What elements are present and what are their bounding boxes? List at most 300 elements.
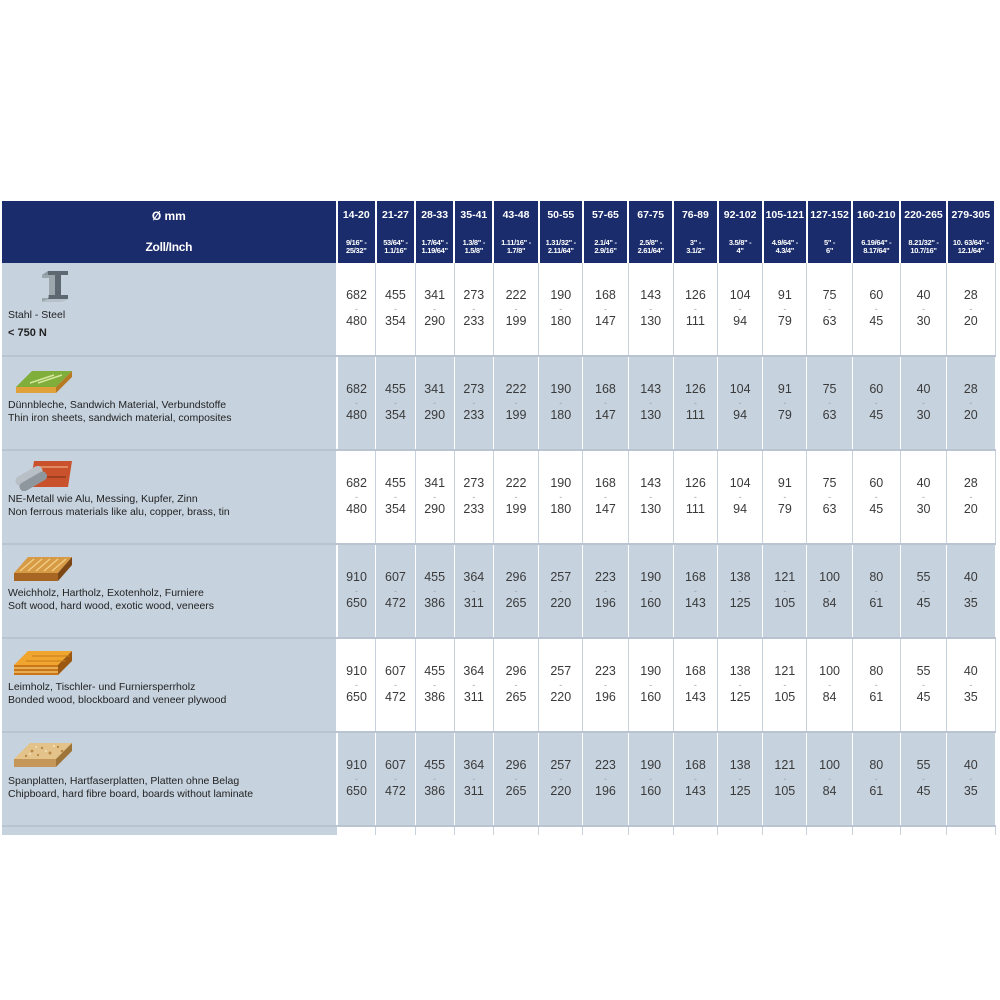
inch-range-end: 1.5/8" <box>464 247 484 255</box>
speed-min: 125 <box>729 596 751 610</box>
speed-value-cell <box>763 263 807 356</box>
speed-value-cell <box>493 544 538 638</box>
range-dash: - <box>355 774 359 784</box>
bandsaw-speed-table-wrapper <box>2 201 996 831</box>
range-dash: - <box>472 774 476 784</box>
speed-max: 138 <box>729 664 751 679</box>
speed-value-cell <box>493 638 538 732</box>
speed-min: 199 <box>505 408 527 422</box>
speed-value-cell <box>673 263 717 356</box>
speed-max: 223 <box>595 758 616 773</box>
range-dash: - <box>603 398 607 408</box>
material-cell <box>2 544 337 638</box>
table-row <box>2 263 995 356</box>
range-dash: - <box>969 774 973 784</box>
range-dash: - <box>783 492 787 502</box>
speed-value-cell <box>900 450 946 544</box>
speed-value-cell <box>628 263 673 356</box>
material-cell <box>2 263 337 356</box>
inch-range-end: 1.19/64" <box>421 247 448 255</box>
header-row-inch <box>2 231 995 263</box>
speed-max: 455 <box>424 664 446 679</box>
range-dash: - <box>828 304 832 314</box>
column-header-mm: 160-210 <box>852 201 900 231</box>
range-dash: - <box>472 304 476 314</box>
speed-max: 60 <box>869 476 884 491</box>
speed-value-cell <box>337 544 376 638</box>
speed-value-cell <box>539 356 583 450</box>
speed-min: 45 <box>916 690 931 704</box>
range-dash: - <box>514 304 518 314</box>
speed-table <box>2 201 996 835</box>
speed-value-cell <box>900 732 946 826</box>
range-dash: - <box>355 680 359 690</box>
speed-max: 910 <box>346 664 367 679</box>
sandwich-sheet-icon <box>12 363 74 397</box>
range-dash: - <box>514 398 518 408</box>
speed-min: 63 <box>822 502 837 516</box>
speed-min: 220 <box>550 784 572 798</box>
speed-value-cell <box>852 732 900 826</box>
speed-value-cell <box>947 450 995 544</box>
speed-min: 35 <box>963 784 978 798</box>
range-dash: - <box>828 680 832 690</box>
speed-min: 94 <box>733 502 748 516</box>
material-name-de: Weichholz, Hartholz, Exotenholz, Furniere <box>8 587 204 599</box>
speed-min: 20 <box>963 408 978 422</box>
speed-value-cell <box>900 356 946 450</box>
range-dash: - <box>433 586 437 596</box>
speed-value-cell <box>628 732 673 826</box>
speed-min: 130 <box>640 314 662 328</box>
speed-max: 40 <box>963 664 978 679</box>
speed-value-cell <box>376 638 415 732</box>
speed-max: 40 <box>916 288 931 303</box>
speed-value-cell <box>415 638 454 732</box>
material-name-de: Dünnbleche, Sandwich Material, Verbundstoffe <box>8 399 227 411</box>
speed-value-cell <box>454 356 493 450</box>
range-dash: - <box>693 304 697 314</box>
speed-min: 111 <box>685 502 705 516</box>
range-dash: - <box>393 304 397 314</box>
range-dash: - <box>433 774 437 784</box>
speed-max: 40 <box>963 570 978 585</box>
speed-value-cell <box>673 450 717 544</box>
inch-range-start: 3" - <box>689 239 701 247</box>
speed-value-cell <box>807 544 852 638</box>
speed-min: 143 <box>684 690 706 704</box>
range-dash: - <box>738 774 742 784</box>
speed-min: 354 <box>385 408 406 422</box>
speed-value-cell <box>493 450 538 544</box>
range-dash: - <box>603 680 607 690</box>
range-dash: - <box>433 680 437 690</box>
speed-value-cell <box>628 356 673 450</box>
range-dash: - <box>559 398 563 408</box>
range-dash: - <box>874 586 878 596</box>
range-dash: - <box>393 774 397 784</box>
range-dash: - <box>472 680 476 690</box>
speed-value-cell <box>539 544 583 638</box>
plywood-icon <box>12 645 74 679</box>
speed-max: 364 <box>463 570 485 585</box>
speed-value-cell <box>763 732 807 826</box>
speed-max: 273 <box>463 382 485 397</box>
speed-max: 75 <box>822 288 837 303</box>
material-name-de: Leimholz, Tischler- und Furniersperrholz <box>8 681 196 693</box>
inch-range-end: 25/32" <box>346 247 367 255</box>
speed-max: 455 <box>424 758 446 773</box>
column-header-inch <box>807 231 852 263</box>
speed-min: 111 <box>685 408 705 422</box>
column-header-mm: 14-20 <box>337 201 376 231</box>
speed-value-cell <box>673 356 717 450</box>
speed-max: 607 <box>385 570 406 585</box>
speed-min: 650 <box>346 784 367 798</box>
speed-value-cell <box>718 638 763 732</box>
speed-value-cell <box>415 544 454 638</box>
inch-range-start: 2.1/4" - <box>594 239 617 247</box>
material-strength: < 750 N <box>8 327 47 339</box>
strip-cell <box>852 826 900 835</box>
column-header-mm: 76-89 <box>673 201 717 231</box>
speed-max: 682 <box>346 476 367 491</box>
inch-range-end: 1.7/8" <box>506 247 526 255</box>
speed-value-cell <box>415 732 454 826</box>
speed-max: 257 <box>550 758 572 773</box>
speed-min: 386 <box>424 784 446 798</box>
strip-cell <box>628 826 673 835</box>
speed-min: 196 <box>595 784 616 798</box>
speed-max: 75 <box>822 476 837 491</box>
column-header-inch <box>454 231 493 263</box>
speed-max: 682 <box>346 288 367 303</box>
inch-range-end: 1.1/16" <box>384 247 407 255</box>
range-dash: - <box>783 774 787 784</box>
strip-cell <box>539 826 583 835</box>
speed-min: 220 <box>550 690 572 704</box>
speed-min: 180 <box>550 314 572 328</box>
speed-min: 265 <box>505 596 527 610</box>
speed-min: 354 <box>385 502 406 516</box>
strip-cell <box>900 826 946 835</box>
speed-min: 105 <box>774 596 796 610</box>
strip-material-cell <box>2 826 337 835</box>
speed-max: 682 <box>346 382 367 397</box>
speed-max: 222 <box>505 382 527 397</box>
material-cell <box>2 638 337 732</box>
speed-min: 290 <box>424 314 446 328</box>
range-dash: - <box>355 398 359 408</box>
speed-max: 257 <box>550 570 572 585</box>
speed-value-cell <box>852 356 900 450</box>
inch-range-start: 8.21/32" - <box>908 239 939 247</box>
range-dash: - <box>514 680 518 690</box>
speed-min: 94 <box>733 408 748 422</box>
material-name-en: Bonded wood, blockboard and veneer plywood <box>8 694 227 706</box>
range-dash: - <box>603 586 607 596</box>
steel-beam-icon <box>12 269 74 303</box>
speed-min: 45 <box>916 784 931 798</box>
speed-value-cell <box>454 450 493 544</box>
speed-value-cell <box>852 544 900 638</box>
speed-min: 125 <box>729 784 751 798</box>
column-header-inch <box>337 231 376 263</box>
speed-max: 455 <box>385 476 406 491</box>
range-dash: - <box>559 774 563 784</box>
material-name-en: Thin iron sheets, sandwich material, composites <box>8 412 232 424</box>
column-header-inch <box>493 231 538 263</box>
speed-value-cell <box>583 263 628 356</box>
speed-min: 79 <box>777 408 792 422</box>
speed-max: 126 <box>684 382 706 397</box>
speed-min: 61 <box>869 596 884 610</box>
inch-range-end: 2.61/64" <box>637 247 664 255</box>
speed-max: 168 <box>684 570 706 585</box>
speed-max: 190 <box>550 288 572 303</box>
header-row-mm <box>2 201 995 231</box>
speed-max: 80 <box>869 570 884 585</box>
speed-min: 45 <box>869 314 884 328</box>
speed-max: 80 <box>869 758 884 773</box>
speed-value-cell <box>900 638 946 732</box>
column-header-inch <box>628 231 673 263</box>
speed-max: 168 <box>595 382 616 397</box>
speed-min: 290 <box>424 502 446 516</box>
range-dash: - <box>738 492 742 502</box>
speed-max: 364 <box>463 758 485 773</box>
range-dash: - <box>693 586 697 596</box>
speed-value-cell <box>947 638 995 732</box>
inch-range-start: 1.3/8" - <box>462 239 486 247</box>
speed-min: 20 <box>963 314 978 328</box>
speed-min: 196 <box>595 596 616 610</box>
speed-value-cell <box>583 638 628 732</box>
speed-min: 45 <box>869 408 884 422</box>
range-dash: - <box>649 304 653 314</box>
inch-range-start: 6.19/64" - <box>861 239 892 247</box>
speed-value-cell <box>628 544 673 638</box>
speed-max: 104 <box>729 288 751 303</box>
speed-max: 341 <box>424 382 446 397</box>
speed-min: 311 <box>463 596 484 610</box>
strip-cell <box>807 826 852 835</box>
speed-value-cell <box>337 732 376 826</box>
strip-cell <box>454 826 493 835</box>
speed-value-cell <box>763 544 807 638</box>
speed-value-cell <box>493 732 538 826</box>
speed-min: 20 <box>963 502 978 516</box>
speed-max: 455 <box>385 288 406 303</box>
speed-max: 143 <box>640 382 662 397</box>
column-header-mm: 105-121 <box>763 201 807 231</box>
range-dash: - <box>649 398 653 408</box>
speed-min: 45 <box>916 596 931 610</box>
material-name-de: Spanplatten, Hartfaserplatten, Platten ohne Belag <box>8 775 240 787</box>
table-row <box>2 450 995 544</box>
speed-min: 130 <box>640 408 662 422</box>
column-header-inch <box>376 231 415 263</box>
speed-max: 121 <box>774 664 796 679</box>
speed-value-cell <box>493 356 538 450</box>
speed-value-cell <box>673 544 717 638</box>
speed-min: 147 <box>595 502 616 516</box>
strip-cell <box>337 826 376 835</box>
speed-value-cell <box>376 356 415 450</box>
inch-range-end: 10.7/16" <box>910 247 937 255</box>
strip-cell <box>763 826 807 835</box>
inch-range-end: 6" <box>825 247 834 255</box>
speed-max: 341 <box>424 476 446 491</box>
speed-value-cell <box>852 263 900 356</box>
range-dash: - <box>649 492 653 502</box>
column-header-mm: 220-265 <box>900 201 946 231</box>
speed-max: 223 <box>595 570 616 585</box>
speed-min: 311 <box>463 690 484 704</box>
range-dash: - <box>969 492 973 502</box>
strip-cell <box>415 826 454 835</box>
range-dash: - <box>874 680 878 690</box>
inch-range-start: 2.5/8" - <box>639 239 662 247</box>
speed-max: 168 <box>595 476 616 491</box>
speed-max: 28 <box>963 476 978 491</box>
inch-header-label: Zoll/Inch <box>2 231 337 263</box>
speed-max: 190 <box>550 476 572 491</box>
speed-min: 147 <box>595 314 616 328</box>
speed-max: 40 <box>963 758 978 773</box>
speed-value-cell <box>415 450 454 544</box>
strip-cell <box>376 826 415 835</box>
speed-value-cell <box>947 356 995 450</box>
speed-max: 55 <box>916 758 931 773</box>
inch-range-start: 1.11/16" - <box>501 239 531 247</box>
range-dash: - <box>514 586 518 596</box>
speed-max: 138 <box>729 570 751 585</box>
column-header-inch <box>763 231 807 263</box>
speed-min: 180 <box>550 502 572 516</box>
speed-max: 100 <box>819 664 840 679</box>
range-dash: - <box>922 492 926 502</box>
range-dash: - <box>433 304 437 314</box>
range-dash: - <box>649 774 653 784</box>
speed-value-cell <box>718 732 763 826</box>
speed-value-cell <box>583 544 628 638</box>
speed-value-cell <box>493 263 538 356</box>
speed-min: 386 <box>424 690 446 704</box>
speed-max: 126 <box>684 476 706 491</box>
speed-min: 160 <box>640 784 662 798</box>
speed-min: 180 <box>550 408 572 422</box>
material-name-en: Soft wood, hard wood, exotic wood, veneers <box>8 600 215 612</box>
strip-cell <box>493 826 538 835</box>
speed-value-cell <box>718 544 763 638</box>
speed-max: 100 <box>819 570 840 585</box>
speed-value-cell <box>583 356 628 450</box>
speed-min: 160 <box>640 690 662 704</box>
speed-min: 79 <box>777 502 792 516</box>
column-header-inch <box>852 231 900 263</box>
column-header-mm: 127-152 <box>807 201 852 231</box>
speed-value-cell <box>852 450 900 544</box>
speed-value-cell <box>583 732 628 826</box>
speed-max: 40 <box>916 382 931 397</box>
speed-max: 910 <box>346 570 367 585</box>
speed-value-cell <box>947 732 995 826</box>
range-dash: - <box>559 492 563 502</box>
column-header-mm: 35-41 <box>454 201 493 231</box>
speed-value-cell <box>673 732 717 826</box>
speed-max: 296 <box>505 570 527 585</box>
range-dash: - <box>969 398 973 408</box>
table-row <box>2 732 995 826</box>
speed-value-cell <box>539 263 583 356</box>
range-dash: - <box>433 492 437 502</box>
range-dash: - <box>433 398 437 408</box>
speed-value-cell <box>807 356 852 450</box>
speed-value-cell <box>947 544 995 638</box>
material-cell <box>2 450 337 544</box>
table-body <box>2 263 995 835</box>
speed-min: 472 <box>385 596 406 610</box>
speed-min: 105 <box>774 690 796 704</box>
speed-max: 296 <box>505 758 527 773</box>
speed-max: 607 <box>385 664 406 679</box>
speed-value-cell <box>376 544 415 638</box>
range-dash: - <box>828 492 832 502</box>
speed-min: 130 <box>640 502 662 516</box>
column-header-inch <box>718 231 763 263</box>
speed-min: 472 <box>385 690 406 704</box>
range-dash: - <box>738 398 742 408</box>
speed-min: 35 <box>963 690 978 704</box>
range-dash: - <box>828 398 832 408</box>
range-dash: - <box>603 492 607 502</box>
speed-min: 84 <box>822 596 837 610</box>
speed-max: 223 <box>595 664 616 679</box>
range-dash: - <box>693 680 697 690</box>
range-dash: - <box>922 398 926 408</box>
speed-value-cell <box>947 263 995 356</box>
speed-min: 94 <box>733 314 748 328</box>
speed-max: 168 <box>684 758 706 773</box>
speed-max: 55 <box>916 570 931 585</box>
speed-min: 233 <box>463 502 485 516</box>
speed-min: 650 <box>346 596 367 610</box>
speed-max: 190 <box>550 382 572 397</box>
speed-value-cell <box>807 263 852 356</box>
speed-value-cell <box>415 356 454 450</box>
range-dash: - <box>472 586 476 596</box>
speed-value-cell <box>718 356 763 450</box>
speed-max: 168 <box>684 664 706 679</box>
speed-max: 60 <box>869 288 884 303</box>
speed-max: 455 <box>424 570 446 585</box>
range-dash: - <box>969 304 973 314</box>
speed-value-cell <box>628 638 673 732</box>
speed-value-cell <box>454 263 493 356</box>
speed-min: 45 <box>869 502 884 516</box>
mm-header-label: Ø mm <box>2 201 337 231</box>
speed-min: 30 <box>916 408 931 422</box>
speed-max: 104 <box>729 476 751 491</box>
speed-max: 168 <box>595 288 616 303</box>
range-dash: - <box>355 492 359 502</box>
speed-value-cell <box>673 638 717 732</box>
material-name-en: Chipboard, hard fibre board, boards without laminate <box>8 788 254 800</box>
speed-value-cell <box>376 450 415 544</box>
speed-min: 480 <box>346 502 367 516</box>
speed-value-cell <box>628 450 673 544</box>
